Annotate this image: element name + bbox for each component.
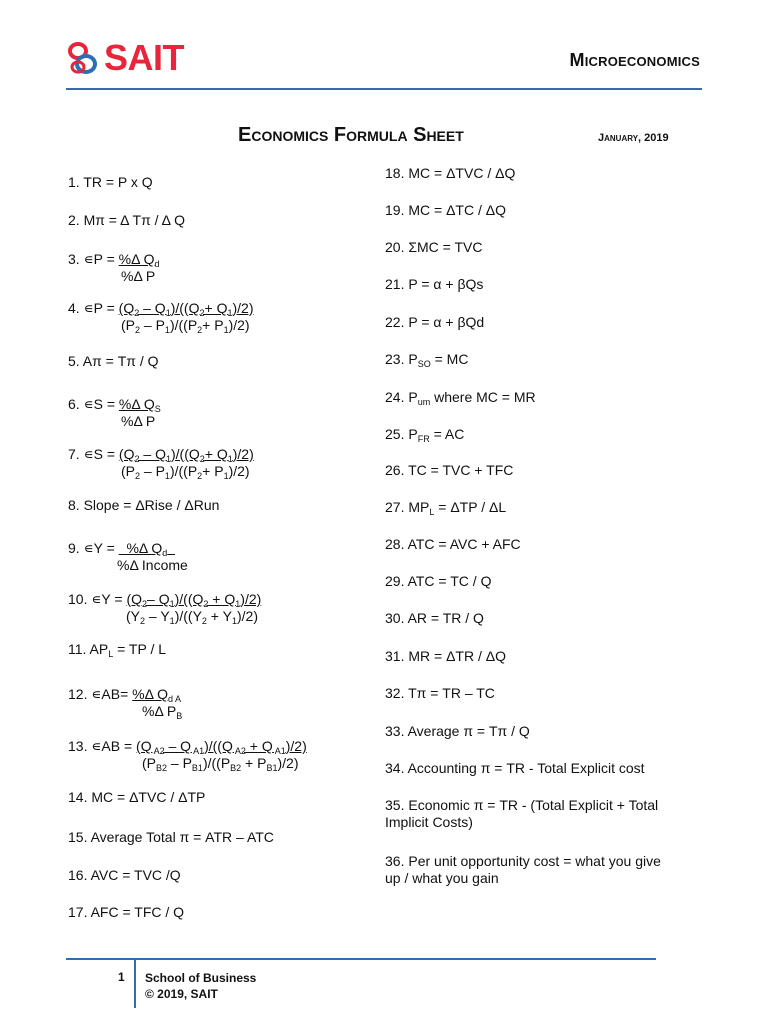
document-title: Economics Formula Sheet <box>238 124 464 146</box>
formula-27: 27. $MP_L = \Delta TP / \Delta L$ <box>385 499 507 517</box>
formula-19: 19. MC = ΔTC / ΔQ <box>385 202 507 218</box>
formula-22: 22. P = α + βQd <box>385 314 485 330</box>
formula-3-lead: 3. ∊P = <box>68 251 119 267</box>
course-title: Microeconomics <box>569 50 700 70</box>
formula-32: 32. Tπ = TR – TC <box>385 685 495 701</box>
footer-school: School of Business <box>145 971 257 985</box>
formula-35: 35. Economic π = TR - (Total Explicit + Total Implicit Costs) <box>385 797 659 830</box>
document-date: January, 2019 <box>598 132 669 144</box>
formula-33: 33. Average π = Tπ / Q <box>385 723 530 739</box>
formula-34: 34. Accounting π = TR - Total Explicit cost <box>385 760 645 776</box>
formula-8: 8. Slope = ΔRise / ΔRun <box>68 497 220 513</box>
formula-6: 6. ∊S = %Δ $Q_S$ %Δ P <box>68 396 161 429</box>
formula-13: 13. ∊AB = (Q $_{A2}$ – Q $_{A1}$)/((Q $_{A2}$ + Q $_{A1}$)/2) $(P_{B2} - P_{B1})/((P_{B2} + P_{B1})/2)$ <box>68 738 307 773</box>
formula-9: 9. ∊Y = %Δ $Q_d$ %Δ Income <box>68 540 188 573</box>
logo-text: SAIT <box>104 37 185 78</box>
formula-15: 15. Average Total π = ATR – ATC <box>68 829 274 845</box>
sait-logo-icon <box>66 40 100 76</box>
formula-11: 11. $AP_L$ = TP / L <box>68 641 167 659</box>
formula-29: 29. ATC = TC / Q <box>385 573 492 589</box>
sait-logo <box>66 37 185 78</box>
footer-divider <box>134 960 136 1008</box>
formula-1: 1. TR = P x Q <box>68 174 153 190</box>
formula-3-denominator: %Δ P <box>121 268 156 284</box>
header-rule <box>66 88 702 90</box>
formula-36: 36. Per unit opportunity cost = what you give up / what you gain <box>385 853 661 886</box>
formula-3 <box>68 251 159 285</box>
formula-16: 16. AVC = TVC /Q <box>68 867 181 883</box>
formula-12: 12. ∊AB= %Δ $Q_{d A}$ %Δ $P_B$ <box>68 686 183 721</box>
formula-18: 18. MC = ΔTVC / ΔQ <box>385 165 516 181</box>
formula-17: 17. AFC = TFC / Q <box>68 904 185 920</box>
formula-21: 21. P = α + βQs <box>385 276 484 292</box>
formula-23: 23. $P_{SO}$ = MC <box>385 351 469 369</box>
formula-14: 14. MC = ΔTVC / ΔTP <box>68 789 206 805</box>
formula-28: 28. ATC = AVC + AFC <box>385 536 521 552</box>
formula-30: 30. AR = TR / Q <box>385 610 484 626</box>
footer-copyright: © 2019, SAIT <box>145 987 218 1001</box>
formula-31: 31. MR = ΔTR / ΔQ <box>385 648 507 664</box>
page-number: 1 <box>118 970 125 984</box>
footer-rule <box>66 958 656 960</box>
formula-20: 20. ΣMC = TVC <box>385 239 483 255</box>
formula-7: 7. ∊S = $(Q_2 - Q_1)/((Q_2+ Q_1)/2)$ $(P_2 - P_1)/((P_2+ P_1)/2)$ <box>68 446 254 481</box>
formula-5: 5. Aπ = Tπ / Q <box>68 353 159 369</box>
footer-text <box>145 970 256 1002</box>
formula-25: 25. $P_{FR}$ = AC <box>385 426 465 444</box>
formula-10: 10. ∊Y = ($Q_2-$ $Q_1)/((Q_2 + Q_1)/2)$ $(Y_2 - Y_1)/((Y_2 + Y_1)/2)$ <box>68 591 262 626</box>
formula-24: 24. $P_{um}$ where MC = MR <box>385 389 536 407</box>
formula-2: 2. Mπ = Δ Tπ / Δ Q <box>68 212 186 228</box>
formula-4: 4. ∊P = $(Q_2 - Q_1)/((Q_2+ Q_1)/2)$ $(P_2 - P_1)/((P_2+ P_1)/2)$ <box>68 300 254 335</box>
formula-3-numerator: %Δ $Q_d$ <box>118 251 160 269</box>
formula-26: 26. TC = TVC + TFC <box>385 462 514 478</box>
